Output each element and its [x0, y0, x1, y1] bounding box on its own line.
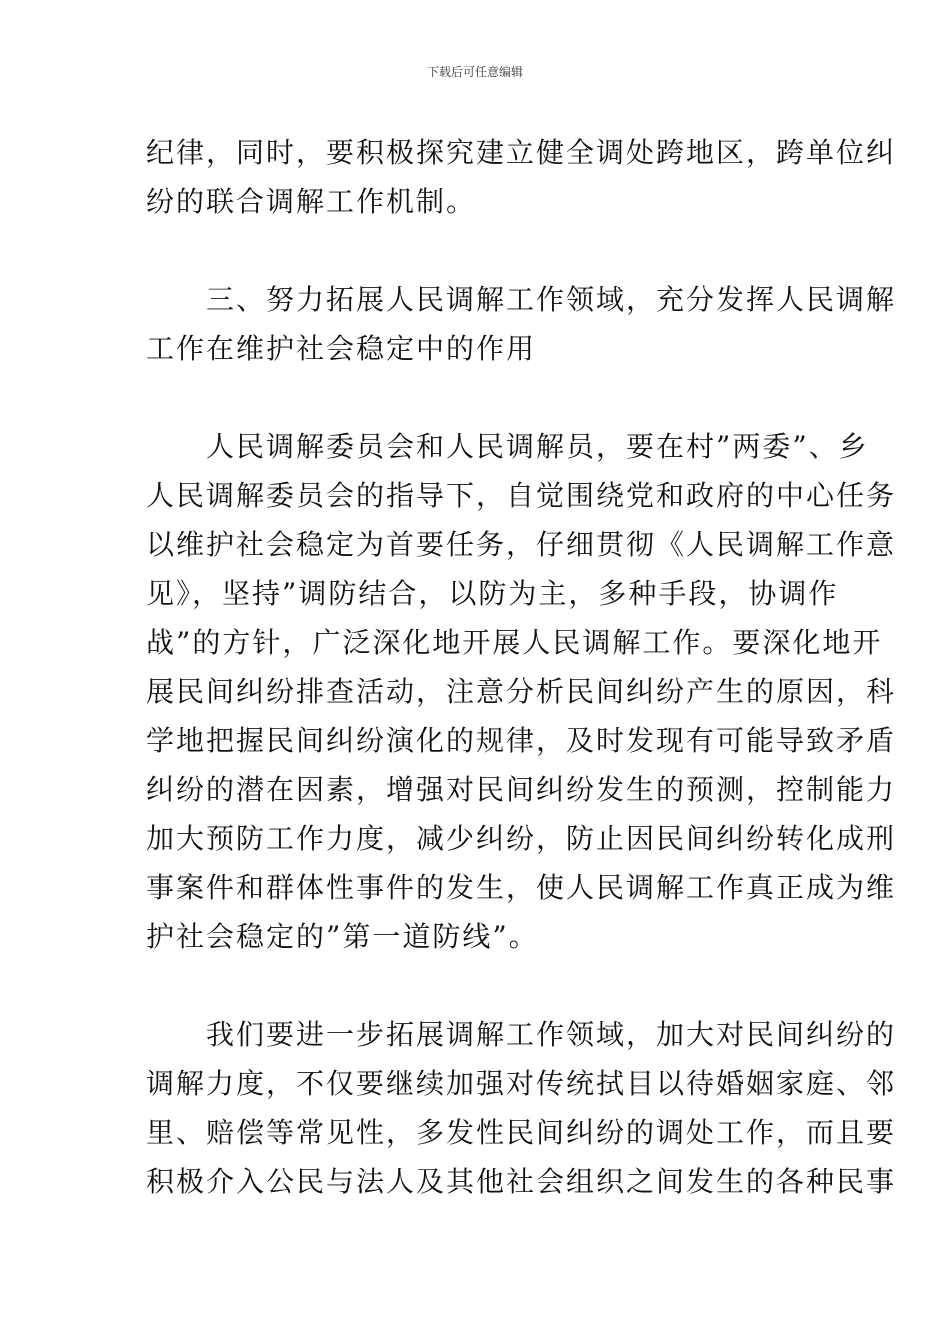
text-line: 调解力度，不仅要继续加强对传统拭目以待婚姻家庭、邻 — [146, 1067, 897, 1100]
text-line: 里、赔偿等常见性，多发性民间纠纷的调处工作，而且要 — [146, 1116, 897, 1149]
paragraph-gap — [146, 373, 810, 422]
text-line: 展民间纠纷排查活动，注意分析民间纠纷产生的原因，科 — [146, 675, 897, 708]
text-line: 学地把握民间纠纷演化的规律，及时发现有可能导致矛盾 — [146, 724, 897, 757]
text-line: 人民调解委员会的指导下，自觉围绕党和政府的中心任务 — [146, 479, 897, 512]
text-line: 护社会稳定的”第一道防线”。 — [146, 920, 539, 953]
paragraph-continued — [146, 128, 897, 226]
text-line: 加大预防工作力度，减少纠纷，防止因民间纠纷转化成刑 — [146, 822, 897, 855]
text-line: 见》，坚持”调防结合，以防为主，多种手段，协调作 — [146, 577, 839, 610]
paragraph-gap — [146, 226, 810, 275]
paragraph-gap — [146, 961, 810, 1010]
text-line: 纪律，同时，要积极探究建立健全调处跨地区，跨单位纠 — [146, 136, 897, 169]
document-body — [146, 128, 897, 1206]
text-line: 工作在维护社会稳定中的作用 — [146, 332, 537, 365]
text-line: 三、努力拓展人民调解工作领域，充分发挥人民调解 — [146, 283, 897, 316]
paragraph-mediation-committee — [146, 422, 897, 961]
text-line: 事案件和群体性事件的发生，使人民调解工作真正成为维 — [146, 871, 897, 904]
page-header-note: 下载后可任意编辑 — [426, 65, 523, 79]
text-line: 纠纷的潜在因素，增强对民间纠纷发生的预测，控制能力 — [146, 773, 897, 806]
text-line: 我们要进一步拓展调解工作领域，加大对民间纠纷的 — [146, 1018, 897, 1051]
text-line: 以维护社会稳定为首要任务，仔细贯彻《人民调解工作意 — [146, 528, 897, 561]
text-line: 积极介入公民与法人及其他社会组织之间发生的各种民事 — [146, 1165, 897, 1198]
text-line: 人民调解委员会和人民调解员，要在村”两委”、乡 — [146, 430, 869, 463]
text-line: 纷的联合调解工作机制。 — [146, 185, 477, 218]
paragraph-expand-scope — [146, 1010, 897, 1206]
section-heading — [146, 275, 897, 373]
text-line: 战”的方针，广泛深化地开展人民调解工作。要深化地开 — [146, 626, 883, 659]
